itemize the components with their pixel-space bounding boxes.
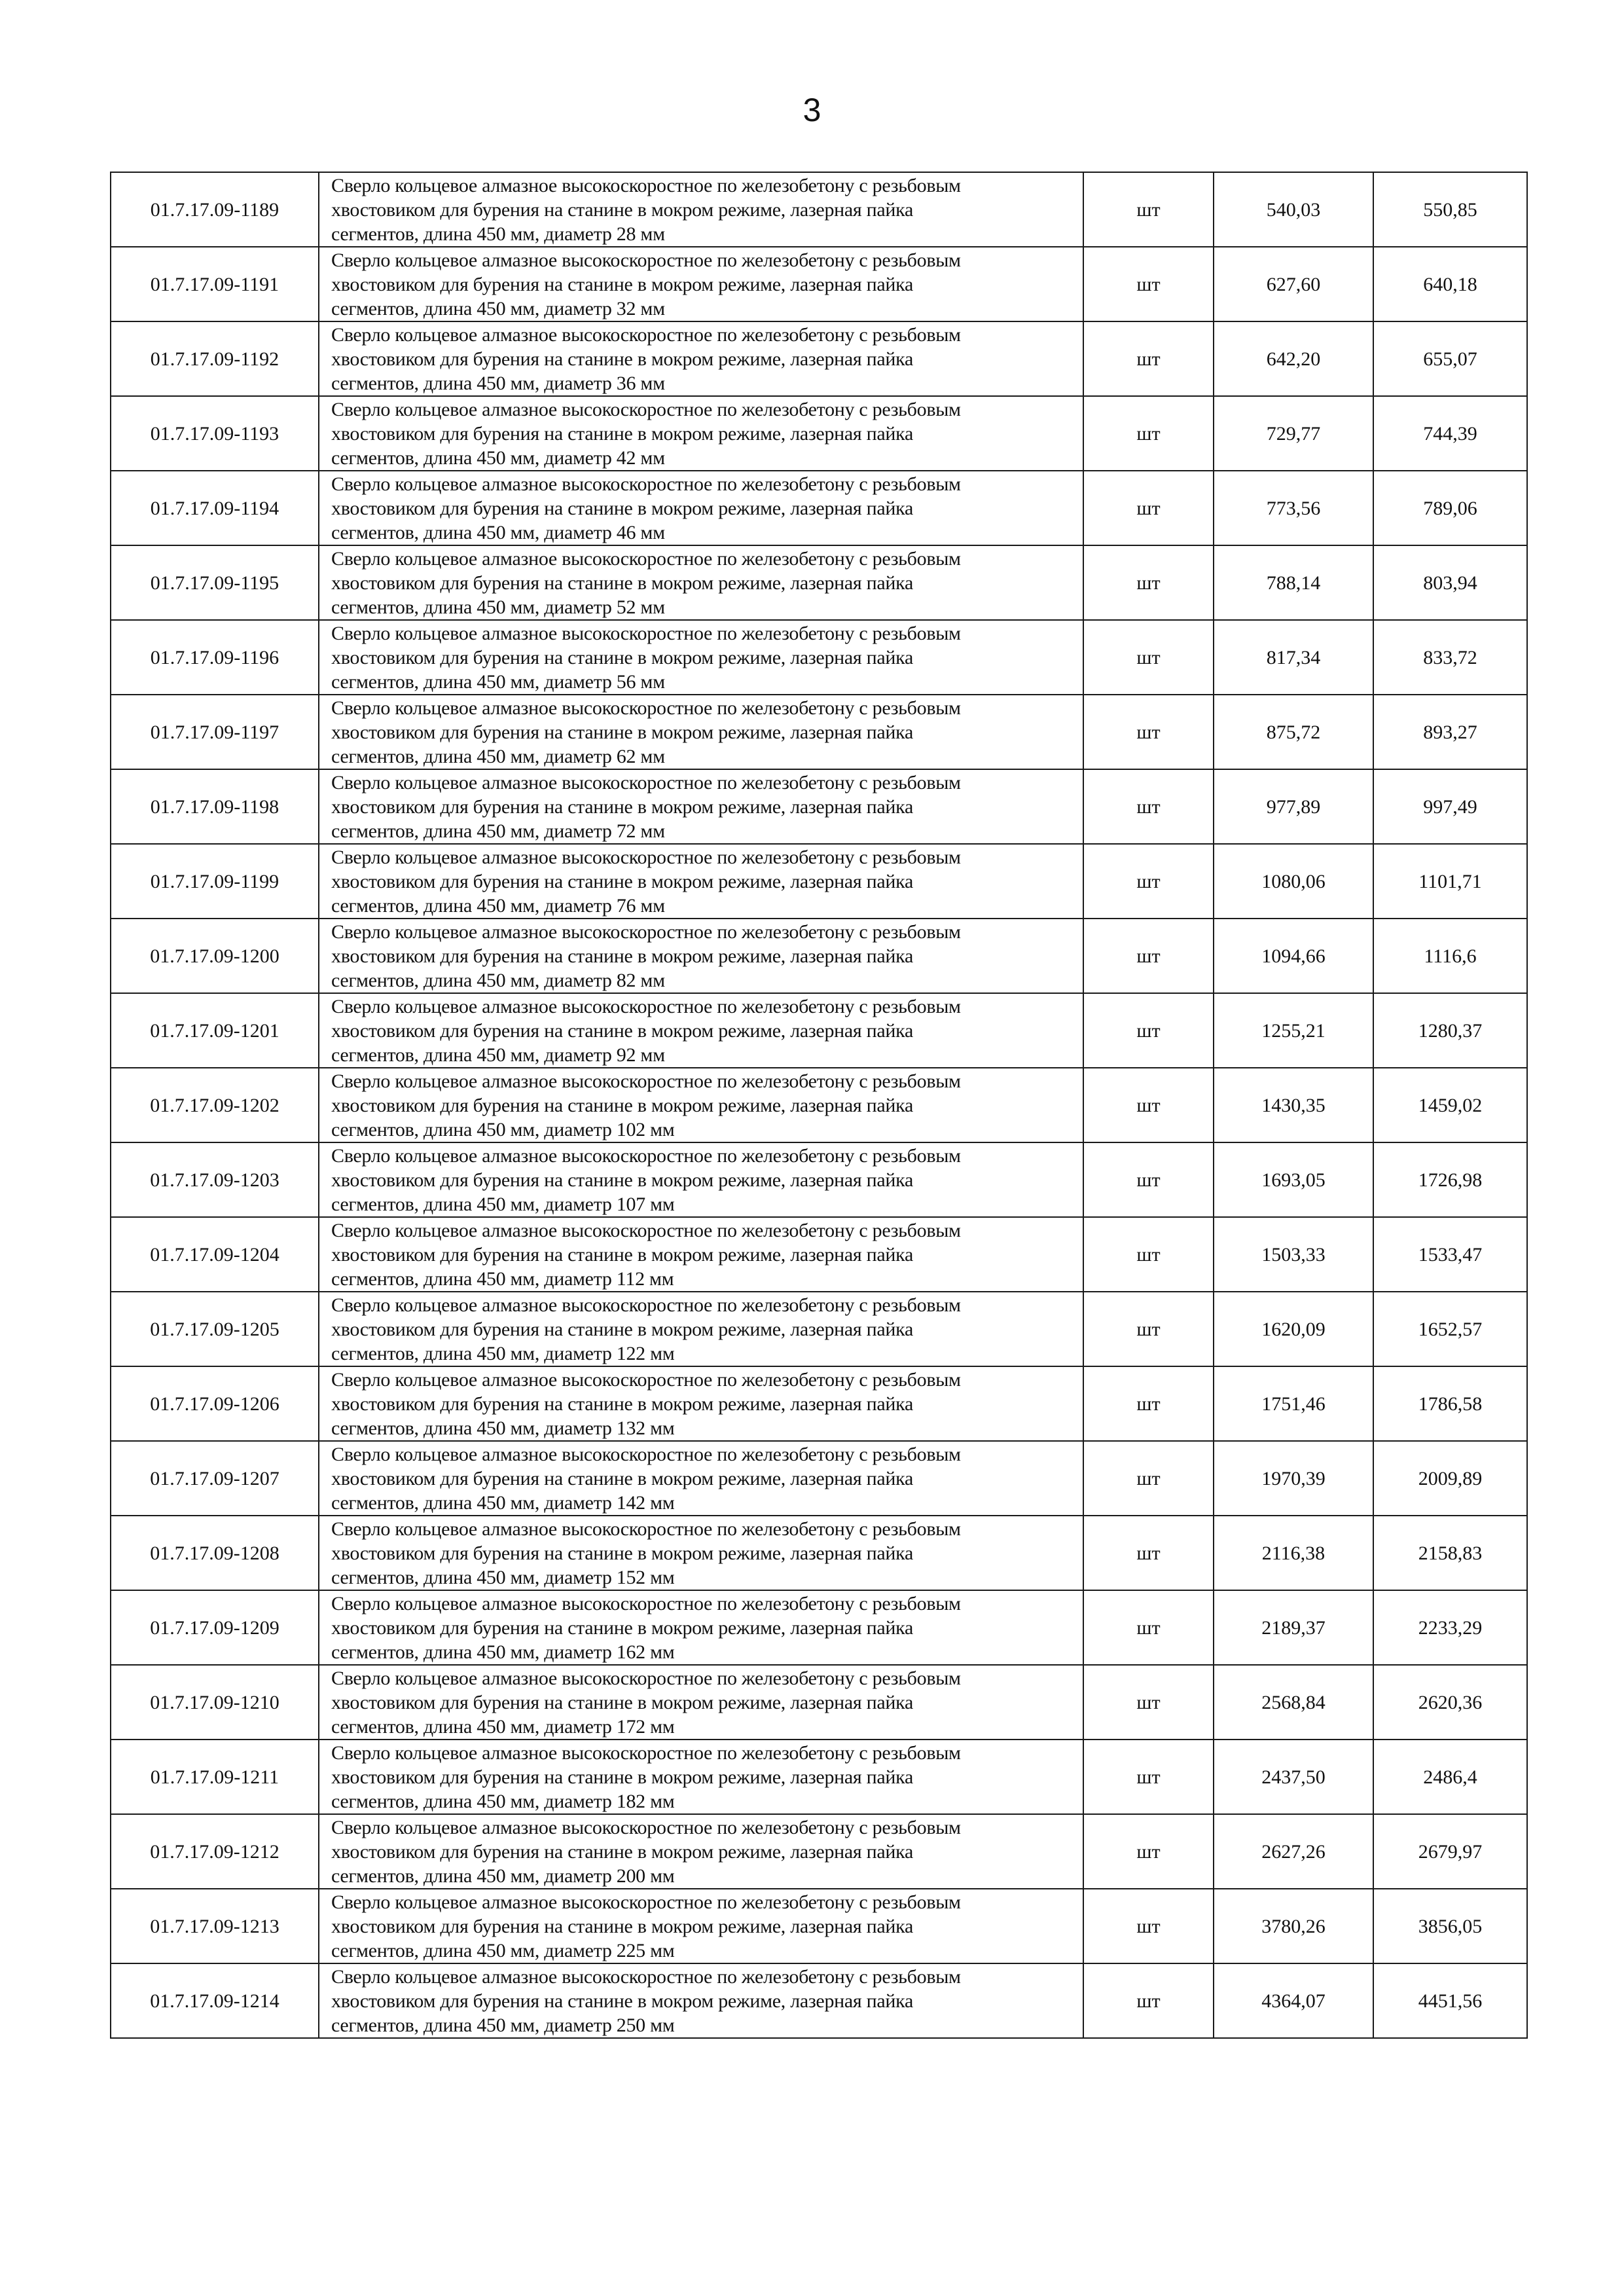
table-row [111,769,1527,844]
resource-code: 01.7.17.09-1206 [111,1366,319,1441]
description-line: сегментов, длина 450 мм, диаметр 162 мм [331,1641,675,1663]
table-row [111,993,1527,1068]
resource-code: 01.7.17.09-1205 [111,1292,319,1366]
price-value: 1094,66 [1214,919,1373,993]
description-line: хвостовиком для бурения на станине в мокром режиме, лазерная пайка [331,422,913,445]
resource-description [319,844,1083,919]
description-line: Сверло кольцевое алмазное высокоскоростное по железобетону с резьбовым [331,473,961,495]
table-row [111,545,1527,620]
table-row [111,1217,1527,1292]
unit-of-measure: шт [1083,1814,1214,1889]
description-line: хвостовиком для бурения на станине в мокром режиме, лазерная пайка [331,795,913,818]
resource-description [319,1889,1083,1963]
resource-code: 01.7.17.09-1195 [111,545,319,620]
description-line: хвостовиком для бурения на станине в мокром режиме, лазерная пайка [331,1915,913,1937]
description-line: Сверло кольцевое алмазное высокоскоростное по железобетону с резьбовым [331,174,961,196]
resource-description [319,545,1083,620]
price-value: 817,34 [1214,620,1373,695]
table-row [111,1441,1527,1516]
price-value-alt: 893,27 [1373,695,1527,769]
description-line: Сверло кольцевое алмазное высокоскоростное по железобетону с резьбовым [331,1965,961,1988]
resource-code: 01.7.17.09-1208 [111,1516,319,1590]
description-line: сегментов, длина 450 мм, диаметр 250 мм [331,2014,675,2036]
unit-of-measure: шт [1083,1441,1214,1516]
table-row [111,844,1527,919]
description-line: Сверло кольцевое алмазное высокоскоростное по железобетону с резьбовым [331,697,961,719]
resource-code: 01.7.17.09-1204 [111,1217,319,1292]
description-line: хвостовиком для бурения на станине в мокром режиме, лазерная пайка [331,721,913,743]
price-value-alt: 2158,83 [1373,1516,1527,1590]
resource-description [319,1366,1083,1441]
table-row [111,1292,1527,1366]
price-value-alt: 1726,98 [1373,1142,1527,1217]
price-value: 4364,07 [1214,1963,1373,2038]
resource-code: 01.7.17.09-1196 [111,620,319,695]
description-line: сегментов, длина 450 мм, диаметр 172 мм [331,1715,675,1738]
resource-code: 01.7.17.09-1209 [111,1590,319,1665]
resource-description [319,1814,1083,1889]
price-value: 788,14 [1214,545,1373,620]
price-value-alt: 2486,4 [1373,1740,1527,1814]
table-row [111,1889,1527,1963]
price-value: 1693,05 [1214,1142,1373,1217]
resource-code: 01.7.17.09-1214 [111,1963,319,2038]
description-line: сегментов, длина 450 мм, диаметр 225 мм [331,1939,675,1961]
description-line: хвостовиком для бурения на станине в мокром режиме, лазерная пайка [331,1691,913,1713]
price-value-alt: 4451,56 [1373,1963,1527,2038]
price-value-alt: 1459,02 [1373,1068,1527,1142]
page-number: 3 [803,92,821,128]
description-line: сегментов, длина 450 мм, диаметр 82 мм [331,969,665,991]
resource-code: 01.7.17.09-1202 [111,1068,319,1142]
table-row [111,1516,1527,1590]
description-line: сегментов, длина 450 мм, диаметр 132 мм [331,1417,675,1439]
description-line: хвостовиком для бурения на станине в мокром режиме, лазерная пайка [331,1019,913,1042]
description-line: Сверло кольцевое алмазное высокоскоростное по железобетону с резьбовым [331,1741,961,1764]
description-line: Сверло кольцевое алмазное высокоскоростное по железобетону с резьбовым [331,1443,961,1465]
resource-code: 01.7.17.09-1207 [111,1441,319,1516]
table-row [111,396,1527,471]
price-value: 2189,37 [1214,1590,1373,1665]
resource-description [319,993,1083,1068]
unit-of-measure: шт [1083,321,1214,396]
table-row [111,471,1527,545]
price-value: 3780,26 [1214,1889,1373,1963]
table-row [111,321,1527,396]
description-line: сегментов, длина 450 мм, диаметр 92 мм [331,1044,665,1066]
price-value-alt: 1116,6 [1373,919,1527,993]
table-row [111,919,1527,993]
description-line: хвостовиком для бурения на станине в мокром режиме, лазерная пайка [331,1467,913,1489]
unit-of-measure: шт [1083,545,1214,620]
resource-description [319,919,1083,993]
price-value-alt: 1652,57 [1373,1292,1527,1366]
table-row [111,695,1527,769]
description-line: Сверло кольцевое алмазное высокоскоростное по железобетону с резьбовым [331,846,961,868]
price-value-alt: 833,72 [1373,620,1527,695]
resource-code: 01.7.17.09-1191 [111,247,319,321]
resource-description [319,321,1083,396]
price-value: 2568,84 [1214,1665,1373,1740]
description-line: хвостовиком для бурения на станине в мокром режиме, лазерная пайка [331,1990,913,2012]
unit-of-measure: шт [1083,1963,1214,2038]
description-line: сегментов, длина 450 мм, диаметр 200 мм [331,1865,675,1887]
resource-code: 01.7.17.09-1192 [111,321,319,396]
description-line: сегментов, длина 450 мм, диаметр 76 мм [331,894,665,917]
price-value: 1751,46 [1214,1366,1373,1441]
unit-of-measure: шт [1083,844,1214,919]
description-line: Сверло кольцевое алмазное высокоскоростное по железобетону с резьбовым [331,1070,961,1092]
description-line: хвостовиком для бурения на станине в мокром режиме, лазерная пайка [331,198,913,221]
table-row [111,1366,1527,1441]
price-value-alt: 997,49 [1373,769,1527,844]
description-line: Сверло кольцевое алмазное высокоскоростное по железобетону с резьбовым [331,1219,961,1241]
description-line: сегментов, длина 450 мм, диаметр 122 мм [331,1342,675,1364]
description-line: сегментов, длина 450 мм, диаметр 46 мм [331,521,665,543]
description-line: хвостовиком для бурения на станине в мокром режиме, лазерная пайка [331,273,913,295]
resource-code: 01.7.17.09-1210 [111,1665,319,1740]
table-row [111,1740,1527,1814]
resource-description [319,1068,1083,1142]
price-value: 627,60 [1214,247,1373,321]
resource-code: 01.7.17.09-1200 [111,919,319,993]
description-line: Сверло кольцевое алмазное высокоскоростное по железобетону с резьбовым [331,547,961,570]
price-value: 1080,06 [1214,844,1373,919]
unit-of-measure: шт [1083,396,1214,471]
description-line: хвостовиком для бурения на станине в мокром режиме, лазерная пайка [331,1169,913,1191]
description-line: Сверло кольцевое алмазное высокоскоростное по железобетону с резьбовым [331,771,961,793]
resource-code: 01.7.17.09-1194 [111,471,319,545]
description-line: сегментов, длина 450 мм, диаметр 56 мм [331,670,665,693]
resource-description [319,1292,1083,1366]
table-row [111,1963,1527,2038]
description-line: хвостовиком для бурения на станине в мокром режиме, лазерная пайка [331,572,913,594]
unit-of-measure: шт [1083,1366,1214,1441]
price-value-alt: 2620,36 [1373,1665,1527,1740]
description-line: сегментов, длина 450 мм, диаметр 112 мм [331,1267,674,1290]
resource-description [319,1217,1083,1292]
resource-code: 01.7.17.09-1213 [111,1889,319,1963]
price-value: 1430,35 [1214,1068,1373,1142]
resource-description [319,247,1083,321]
unit-of-measure: шт [1083,1590,1214,1665]
price-value-alt: 3856,05 [1373,1889,1527,1963]
resource-description [319,695,1083,769]
price-value: 2627,26 [1214,1814,1373,1889]
description-line: сегментов, длина 450 мм, диаметр 42 мм [331,446,665,469]
unit-of-measure: шт [1083,1740,1214,1814]
description-line: Сверло кольцевое алмазное высокоскоростное по железобетону с резьбовым [331,622,961,644]
description-line: Сверло кольцевое алмазное высокоскоростное по железобетону с резьбовым [331,1368,961,1391]
description-line: сегментов, длина 450 мм, диаметр 36 мм [331,372,665,394]
price-value: 540,03 [1214,172,1373,247]
description-line: Сверло кольцевое алмазное высокоскоростное по железобетону с резьбовым [331,323,961,346]
description-line: Сверло кольцевое алмазное высокоскоростное по железобетону с резьбовым [331,1592,961,1614]
unit-of-measure: шт [1083,769,1214,844]
price-value: 1255,21 [1214,993,1373,1068]
price-value: 773,56 [1214,471,1373,545]
description-line: сегментов, длина 450 мм, диаметр 142 мм [331,1491,675,1514]
resource-description [319,471,1083,545]
description-line: Сверло кольцевое алмазное высокоскоростное по железобетону с резьбовым [331,920,961,943]
description-line: сегментов, длина 450 мм, диаметр 72 мм [331,820,665,842]
unit-of-measure: шт [1083,247,1214,321]
resource-description [319,1590,1083,1665]
table-row [111,1142,1527,1217]
price-value: 2437,50 [1214,1740,1373,1814]
description-line: Сверло кольцевое алмазное высокоскоростное по железобетону с резьбовым [331,1816,961,1838]
description-line: Сверло кольцевое алмазное высокоскоростное по железобетону с резьбовым [331,1144,961,1167]
price-value: 729,77 [1214,396,1373,471]
unit-of-measure: шт [1083,1217,1214,1292]
price-value-alt: 2233,29 [1373,1590,1527,1665]
description-line: сегментов, длина 450 мм, диаметр 28 мм [331,223,665,245]
price-value: 1503,33 [1214,1217,1373,1292]
price-value-alt: 2679,97 [1373,1814,1527,1889]
unit-of-measure: шт [1083,1889,1214,1963]
price-value: 1620,09 [1214,1292,1373,1366]
description-line: Сверло кольцевое алмазное высокоскоростное по железобетону с резьбовым [331,1518,961,1540]
price-value-alt: 1280,37 [1373,993,1527,1068]
resource-description [319,620,1083,695]
table-row [111,620,1527,695]
price-value-alt: 550,85 [1373,172,1527,247]
resource-description [319,1665,1083,1740]
description-line: сегментов, длина 450 мм, диаметр 52 мм [331,596,665,618]
description-line: хвостовиком для бурения на станине в мокром режиме, лазерная пайка [331,646,913,668]
description-line: Сверло кольцевое алмазное высокоскоростное по железобетону с резьбовым [331,1294,961,1316]
description-line: сегментов, длина 450 мм, диаметр 152 мм [331,1566,675,1588]
price-value: 977,89 [1214,769,1373,844]
description-line: Сверло кольцевое алмазное высокоскоростное по железобетону с резьбовым [331,1891,961,1913]
description-line: хвостовиком для бурения на станине в мокром режиме, лазерная пайка [331,1318,913,1340]
unit-of-measure: шт [1083,1292,1214,1366]
unit-of-measure: шт [1083,1665,1214,1740]
unit-of-measure: шт [1083,1068,1214,1142]
description-line: хвостовиком для бурения на станине в мокром режиме, лазерная пайка [331,1840,913,1863]
description-line: сегментов, длина 450 мм, диаметр 102 мм [331,1118,675,1140]
description-line: Сверло кольцевое алмазное высокоскоростное по железобетону с резьбовым [331,995,961,1017]
description-line: хвостовиком для бурения на станине в мокром режиме, лазерная пайка [331,1616,913,1639]
resource-code: 01.7.17.09-1211 [111,1740,319,1814]
price-value-alt: 1101,71 [1373,844,1527,919]
description-line: сегментов, длина 450 мм, диаметр 32 мм [331,297,665,319]
description-line: хвостовиком для бурения на станине в мокром режиме, лазерная пайка [331,348,913,370]
table-row [111,247,1527,321]
price-value-alt: 803,94 [1373,545,1527,620]
table-row [111,1068,1527,1142]
price-value-alt: 744,39 [1373,396,1527,471]
resource-code: 01.7.17.09-1212 [111,1814,319,1889]
price-value-alt: 640,18 [1373,247,1527,321]
resource-code: 01.7.17.09-1199 [111,844,319,919]
description-line: Сверло кольцевое алмазное высокоскоростное по железобетону с резьбовым [331,398,961,420]
resource-description [319,1441,1083,1516]
unit-of-measure: шт [1083,471,1214,545]
description-line: Сверло кольцевое алмазное высокоскоростное по железобетону с резьбовым [331,1667,961,1689]
description-line: хвостовиком для бурения на станине в мокром режиме, лазерная пайка [331,1094,913,1116]
price-value: 2116,38 [1214,1516,1373,1590]
description-line: хвостовиком для бурения на станине в мокром режиме, лазерная пайка [331,1542,913,1564]
description-line: хвостовиком для бурения на станине в мокром режиме, лазерная пайка [331,945,913,967]
unit-of-measure: шт [1083,695,1214,769]
resource-description [319,1516,1083,1590]
price-value: 1970,39 [1214,1441,1373,1516]
resource-code: 01.7.17.09-1198 [111,769,319,844]
resource-code: 01.7.17.09-1201 [111,993,319,1068]
resource-code: 01.7.17.09-1197 [111,695,319,769]
description-line: хвостовиком для бурения на станине в мокром режиме, лазерная пайка [331,1243,913,1266]
description-line: сегментов, длина 450 мм, диаметр 62 мм [331,745,665,767]
description-line: хвостовиком для бурения на станине в мокром режиме, лазерная пайка [331,870,913,892]
table-row [111,1665,1527,1740]
description-line: хвостовиком для бурения на станине в мокром режиме, лазерная пайка [331,1393,913,1415]
table-row [111,172,1527,247]
resource-code: 01.7.17.09-1189 [111,172,319,247]
unit-of-measure: шт [1083,993,1214,1068]
resource-description [319,1740,1083,1814]
price-value-alt: 1786,58 [1373,1366,1527,1441]
price-value-alt: 2009,89 [1373,1441,1527,1516]
resource-code: 01.7.17.09-1203 [111,1142,319,1217]
resource-code: 01.7.17.09-1193 [111,396,319,471]
resource-description [319,396,1083,471]
resource-description [319,1142,1083,1217]
price-value-alt: 789,06 [1373,471,1527,545]
description-line: хвостовиком для бурения на станине в мокром режиме, лазерная пайка [331,1766,913,1788]
resource-description [319,172,1083,247]
resource-description [319,769,1083,844]
price-table [110,172,1528,2039]
price-value: 642,20 [1214,321,1373,396]
price-value-alt: 655,07 [1373,321,1527,396]
description-line: сегментов, длина 450 мм, диаметр 107 мм [331,1193,675,1215]
description-line: сегментов, длина 450 мм, диаметр 182 мм [331,1790,675,1812]
unit-of-measure: шт [1083,1142,1214,1217]
description-line: хвостовиком для бурения на станине в мокром режиме, лазерная пайка [331,497,913,519]
description-line: Сверло кольцевое алмазное высокоскоростное по железобетону с резьбовым [331,249,961,271]
unit-of-measure: шт [1083,172,1214,247]
resource-description [319,1963,1083,2038]
unit-of-measure: шт [1083,919,1214,993]
price-value-alt: 1533,47 [1373,1217,1527,1292]
unit-of-measure: шт [1083,1516,1214,1590]
table-body [111,172,1527,2038]
unit-of-measure: шт [1083,620,1214,695]
price-value: 875,72 [1214,695,1373,769]
table-row [111,1814,1527,1889]
table-row [111,1590,1527,1665]
